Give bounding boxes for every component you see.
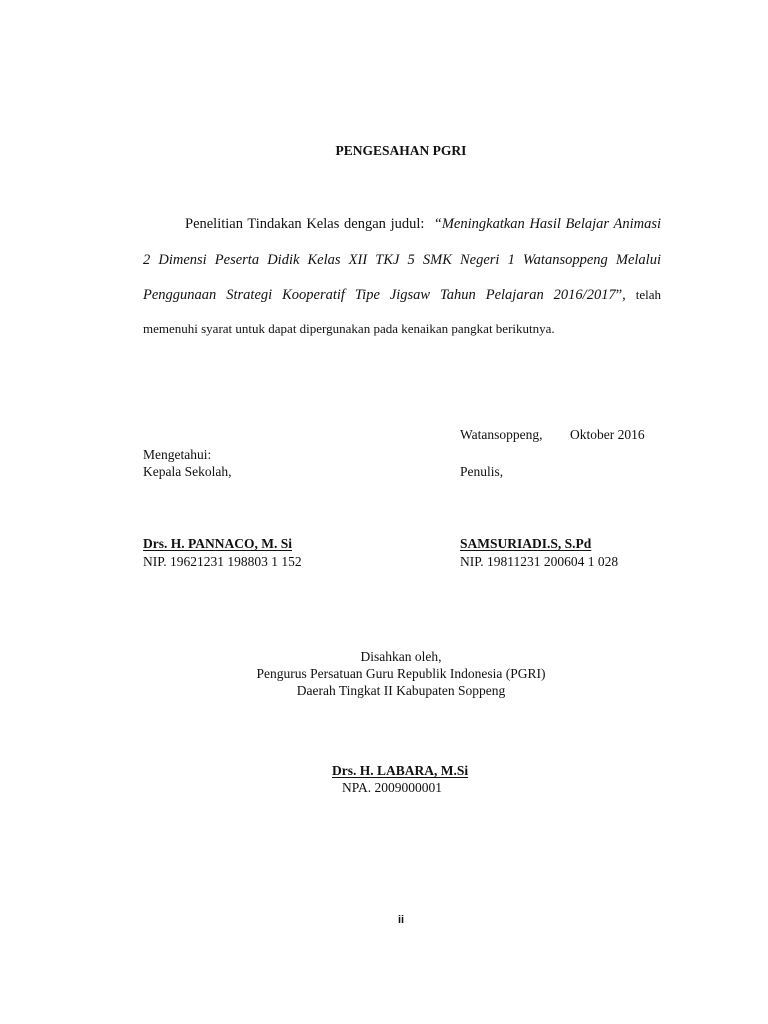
research-title-line-3: Penggunaan Strategi Kooperatif Tipe Jigsaw Tahun Pelajaran 2016/2017 — [143, 287, 616, 303]
approval-line-2: Pengurus Persatuan Guru Republik Indonesia (PGRI) — [256, 666, 546, 681]
acknowledged-label: Mengetahui: — [143, 447, 212, 462]
paragraph-line-4: memenuhi syarat untuk dapat dipergunakan pada kenaikan pangkat berikutnya. — [143, 321, 555, 336]
open-quote: “ — [433, 216, 442, 232]
paragraph-telah: telah — [635, 287, 661, 302]
research-title-line-2: 2 Dimensi Peserta Didik Kelas XII TKJ 5 SMK Negeri 1 Watansoppeng Melalui — [143, 252, 661, 268]
author-name: SAMSURIADI.S, S.Pd — [460, 536, 592, 551]
paragraph-line-3 — [143, 286, 661, 304]
chairman-name: Drs. H. LABARA, M.Si — [332, 763, 469, 778]
place-label: Watansoppeng, — [460, 427, 543, 442]
principal-nip: NIP. 19621231 198803 1 152 — [143, 554, 302, 569]
page-title: PENGESAHAN PGRI — [335, 143, 467, 158]
paragraph-intro: Penelitian Tindakan Kelas dengan judul: — [185, 216, 425, 232]
chairman-npa: NPA. 2009000001 — [342, 780, 443, 795]
paragraph-line-2 — [143, 251, 661, 269]
principal-role-label: Kepala Sekolah, — [143, 464, 232, 479]
principal-name: Drs. H. PANNACO, M. Si — [143, 536, 292, 551]
author-role-label: Penulis, — [460, 464, 504, 479]
research-title-line-1: Meningkatkan Hasil Belajar Animasi — [441, 216, 661, 232]
approval-line-1: Disahkan oleh, — [360, 649, 442, 664]
close-quote: ”, — [615, 287, 626, 303]
page-number: ii — [397, 914, 405, 926]
date-label: Oktober 2016 — [570, 427, 645, 442]
paragraph-line-1 — [143, 215, 661, 233]
approval-line-3: Daerah Tingkat II Kabupaten Soppeng — [296, 683, 506, 698]
author-nip: NIP. 19811231 200604 1 028 — [460, 554, 619, 569]
